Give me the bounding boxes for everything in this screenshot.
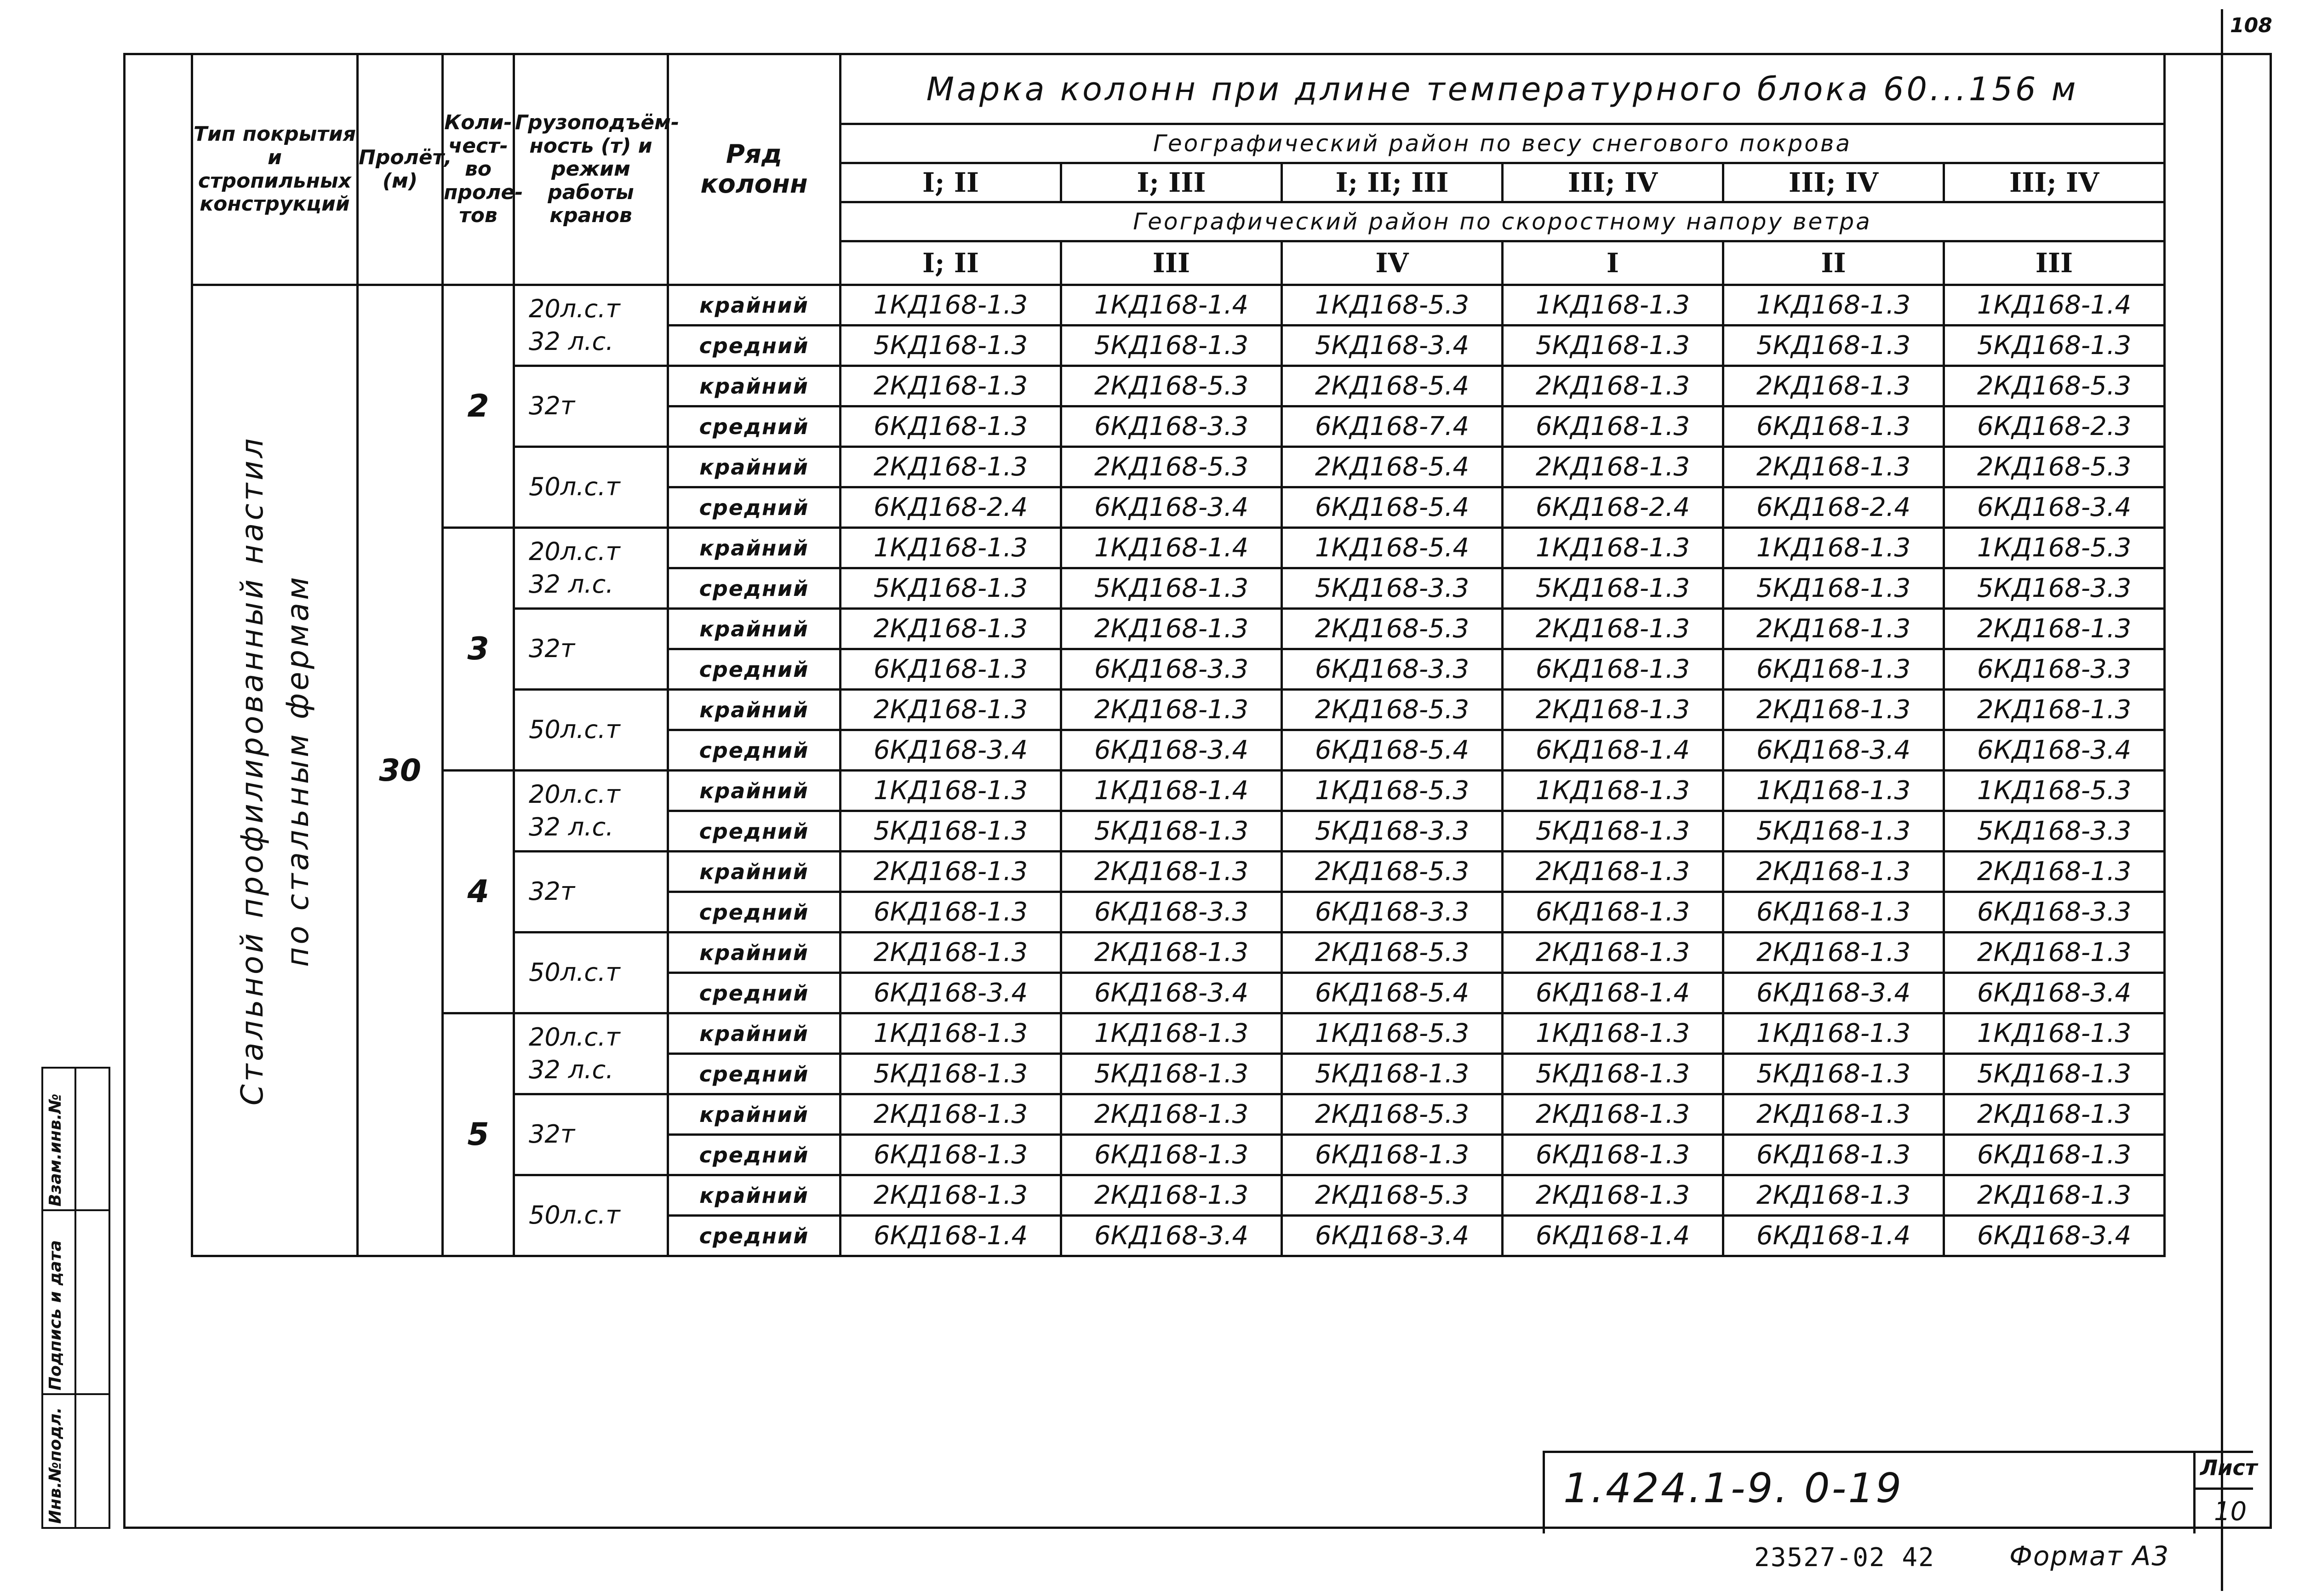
column-mark: 1КД168-1.4: [1061, 771, 1282, 811]
column-row-type: средний: [668, 973, 841, 1013]
column-mark: 2КД168-1.3: [1944, 932, 2165, 973]
column-mark: 2КД168-1.3: [841, 690, 1061, 730]
column-mark: 6КД168-5.4: [1282, 487, 1503, 528]
column-mark: 2КД168-1.3: [1944, 609, 2165, 649]
column-mark: 5КД168-1.3: [1503, 568, 1723, 609]
column-mark: 6КД168-3.4: [1944, 487, 2165, 528]
column-mark: 6КД168-3.4: [841, 973, 1061, 1013]
snow-district: III; IV: [1723, 163, 1944, 202]
crane-capacity: [514, 528, 668, 609]
column-mark: 5КД168-1.3: [1061, 1054, 1282, 1094]
type-cell: [192, 285, 358, 1256]
column-mark: 2КД168-1.3: [1723, 852, 1944, 892]
column-row-type: крайний: [668, 609, 841, 649]
column-mark: 6КД168-3.4: [1944, 730, 2165, 771]
column-mark: 5КД168-1.3: [1061, 326, 1282, 366]
column-mark: 2КД168-1.3: [1944, 690, 2165, 730]
column-mark: 5КД168-1.3: [841, 811, 1061, 852]
side-stamp-podpis: Подпись и дата: [46, 1240, 65, 1390]
column-mark: 6КД168-1.3: [841, 892, 1061, 932]
column-mark: 1КД168-1.3: [1723, 285, 1944, 326]
type-text-line1: Стальной профилированный настил: [234, 435, 270, 1105]
column-mark: 6КД168-3.3: [1944, 892, 2165, 932]
crane-capacity: [514, 366, 668, 447]
sheet-box-divider: [2193, 1487, 2253, 1490]
column-mark: 2КД168-5.3: [1061, 447, 1282, 487]
column-mark: 6КД168-3.3: [1944, 649, 2165, 690]
span-count: 2: [443, 285, 514, 528]
column-mark: 2КД168-1.3: [1061, 690, 1282, 730]
footer-format: Формат А3: [2009, 1540, 2170, 1572]
drawing-code: 1.424.1-9. 0-19: [1563, 1464, 1904, 1512]
column-mark: 6КД168-1.3: [1282, 1135, 1503, 1175]
crane-capacity: [514, 609, 668, 690]
type-text: [229, 435, 320, 1105]
type-text-line2: по стальным фермам: [280, 574, 315, 967]
crane-capacity: [514, 852, 668, 932]
column-mark: 2КД168-1.3: [1723, 1094, 1944, 1135]
column-mark: 2КД168-1.3: [1503, 609, 1723, 649]
column-mark: 2КД168-5.3: [1282, 932, 1503, 973]
table-row: [192, 285, 2165, 326]
column-mark: 5КД168-3.3: [1944, 568, 2165, 609]
span-value: 30: [358, 285, 443, 1256]
column-mark: 2КД168-1.3: [1061, 1094, 1282, 1135]
column-mark: 5КД168-1.3: [1503, 1054, 1723, 1094]
column-mark: 5КД168-3.3: [1944, 811, 2165, 852]
column-mark: 6КД168-1.4: [1503, 730, 1723, 771]
snow-district: I; III: [1061, 163, 1282, 202]
column-mark: 2КД168-1.3: [1503, 1094, 1723, 1135]
side-stamp-cell-vzam: [43, 1069, 109, 1211]
column-row-type: средний: [668, 730, 841, 771]
column-mark: 6КД168-3.4: [1061, 730, 1282, 771]
column-mark: 1КД168-5.3: [1944, 528, 2165, 568]
column-mark: 1КД168-5.3: [1282, 285, 1503, 326]
column-marks-table: [191, 53, 2166, 1257]
header-wind-text: Географический район по скоростному напору ветра: [1133, 208, 1872, 235]
column-mark: 5КД168-1.3: [1503, 326, 1723, 366]
column-row-type: крайний: [668, 690, 841, 730]
column-mark: 2КД168-1.3: [1061, 1175, 1282, 1216]
crane-capacity-line2: 32 л.с.: [529, 1055, 614, 1084]
column-mark: 1КД168-1.3: [1723, 1013, 1944, 1054]
snow-district: I; II: [841, 163, 1061, 202]
crane-capacity: [514, 690, 668, 771]
column-mark: 2КД168-5.4: [1282, 366, 1503, 406]
column-mark: 6КД168-2.4: [1503, 487, 1723, 528]
wind-district: II: [1723, 241, 1944, 285]
column-row-type: средний: [668, 892, 841, 932]
column-mark: 2КД168-1.3: [1503, 690, 1723, 730]
column-mark: 1КД168-5.3: [1282, 1013, 1503, 1054]
crane-capacity: [514, 447, 668, 528]
column-mark: 6КД168-3.4: [1723, 973, 1944, 1013]
column-mark: 6КД168-3.4: [1061, 1216, 1282, 1256]
column-mark: 2КД168-1.3: [1503, 1175, 1723, 1216]
snow-district: III; IV: [1503, 163, 1723, 202]
column-mark: 2КД168-1.3: [1723, 447, 1944, 487]
column-mark: 1КД168-1.3: [841, 771, 1061, 811]
table-row: [192, 771, 2165, 811]
column-mark: 1КД168-5.3: [1282, 771, 1503, 811]
column-row-type: крайний: [668, 528, 841, 568]
header-row: [668, 54, 841, 285]
wind-district: IV: [1282, 241, 1503, 285]
column-row-type: крайний: [668, 285, 841, 326]
column-row-type: средний: [668, 811, 841, 852]
wind-district: I: [1503, 241, 1723, 285]
column-mark: 6КД168-3.3: [1282, 649, 1503, 690]
column-mark: 2КД168-1.3: [1723, 609, 1944, 649]
column-mark: 2КД168-1.3: [1944, 852, 2165, 892]
column-mark: 1КД168-1.3: [1503, 1013, 1723, 1054]
column-mark: 6КД168-3.3: [1282, 892, 1503, 932]
page-number: 108: [2230, 14, 2272, 37]
column-mark: 1КД168-1.3: [1503, 285, 1723, 326]
column-mark: 5КД168-1.3: [1723, 811, 1944, 852]
right-margin-line: [2221, 9, 2223, 1591]
column-mark: 5КД168-1.3: [1723, 568, 1944, 609]
column-row-type: средний: [668, 1054, 841, 1094]
column-mark: 1КД168-1.4: [1061, 285, 1282, 326]
side-stamp-cell-inv: [43, 1395, 109, 1527]
column-mark: 2КД168-1.3: [841, 1094, 1061, 1135]
column-mark: 2КД168-5.3: [1944, 447, 2165, 487]
column-row-type: крайний: [668, 1013, 841, 1054]
column-mark: 2КД168-1.3: [1061, 609, 1282, 649]
side-stamp-vzam: Взам.инв.№: [46, 1093, 65, 1207]
column-mark: 2КД168-1.3: [1944, 1175, 2165, 1216]
side-stamp-cell-podpis: [43, 1211, 109, 1395]
crane-capacity-line1: 50л.с.т: [529, 472, 620, 502]
column-mark: 6КД168-1.3: [1503, 406, 1723, 447]
crane-capacity-line2: 32 л.с.: [529, 326, 614, 356]
crane-capacity-line1: 32т: [529, 634, 575, 664]
crane-capacity-line1: 50л.с.т: [529, 715, 620, 744]
column-mark: 6КД168-3.4: [1723, 730, 1944, 771]
column-mark: 6КД168-1.3: [1503, 892, 1723, 932]
span-count: 3: [443, 528, 514, 771]
column-row-type: средний: [668, 406, 841, 447]
column-mark: 2КД168-5.3: [1282, 690, 1503, 730]
sheet-label: Лист: [2200, 1455, 2258, 1480]
header-count-label: Коли- чест- во проле- тов: [444, 111, 523, 228]
column-row-type: средний: [668, 487, 841, 528]
crane-capacity-line1: 20л.с.т: [529, 294, 620, 324]
header-type-label: Тип покрытия и стропильных конструкций: [194, 122, 356, 216]
column-row-type: крайний: [668, 771, 841, 811]
column-mark: 2КД168-1.3: [1723, 1175, 1944, 1216]
column-mark: 2КД168-1.3: [1723, 690, 1944, 730]
column-mark: 5КД168-1.3: [1723, 326, 1944, 366]
crane-capacity-line2: 32 л.с.: [529, 569, 614, 599]
column-mark: 2КД168-1.3: [1061, 852, 1282, 892]
column-mark: 6КД168-3.4: [1061, 973, 1282, 1013]
span-count: 4: [443, 771, 514, 1013]
column-mark: 6КД168-3.4: [1944, 973, 2165, 1013]
column-mark: 5КД168-3.3: [1282, 568, 1503, 609]
column-mark: 5КД168-1.3: [1061, 811, 1282, 852]
column-mark: 6КД168-1.3: [1503, 1135, 1723, 1175]
column-mark: 2КД168-1.3: [841, 932, 1061, 973]
column-mark: 1КД168-5.3: [1944, 771, 2165, 811]
column-mark: 6КД168-1.3: [841, 649, 1061, 690]
column-mark: 2КД168-5.3: [1944, 366, 2165, 406]
column-mark: 1КД168-1.3: [1061, 1013, 1282, 1054]
snow-district: III; IV: [1944, 163, 2165, 202]
column-mark: 5КД168-1.3: [1061, 568, 1282, 609]
column-mark: 5КД168-1.3: [841, 1054, 1061, 1094]
column-mark: 1КД168-5.4: [1282, 528, 1503, 568]
crane-capacity-line1: 20л.с.т: [529, 1023, 620, 1052]
column-row-type: средний: [668, 1216, 841, 1256]
column-row-type: крайний: [668, 1094, 841, 1135]
column-mark: 5КД168-1.3: [841, 568, 1061, 609]
column-mark: 2КД168-5.3: [1282, 1094, 1503, 1135]
table-body: [192, 285, 2165, 1256]
column-mark: 6КД168-1.3: [841, 1135, 1061, 1175]
column-mark: 6КД168-1.3: [1503, 649, 1723, 690]
column-mark: 2КД168-1.3: [1503, 852, 1723, 892]
column-mark: 1КД168-1.3: [841, 285, 1061, 326]
crane-capacity: [514, 285, 668, 366]
column-mark: 2КД168-1.3: [1503, 447, 1723, 487]
column-mark: 6КД168-1.3: [1944, 1135, 2165, 1175]
column-mark: 6КД168-1.3: [1723, 1135, 1944, 1175]
crane-capacity: [514, 932, 668, 1013]
column-mark: 1КД168-1.3: [1503, 528, 1723, 568]
column-row-type: средний: [668, 326, 841, 366]
table-row: [192, 1013, 2165, 1054]
crane-capacity: [514, 1094, 668, 1175]
column-mark: 2КД168-1.3: [841, 366, 1061, 406]
header-capacity: [514, 54, 680, 285]
span-count: 5: [443, 1013, 514, 1256]
column-mark: 6КД168-3.3: [1061, 649, 1282, 690]
column-mark: 6КД168-7.4: [1282, 406, 1503, 447]
column-mark: 6КД168-3.3: [1061, 892, 1282, 932]
header-snow-text: Географический район по весу снегового покрова: [1153, 130, 1852, 157]
column-row-type: средний: [668, 568, 841, 609]
column-mark: 5КД168-1.3: [841, 326, 1061, 366]
column-mark: 5КД168-1.3: [1503, 811, 1723, 852]
column-mark: 6КД168-3.4: [1944, 1216, 2165, 1256]
column-mark: 6КД168-1.4: [1503, 1216, 1723, 1256]
column-mark: 2КД168-1.3: [1061, 932, 1282, 973]
column-mark: 5КД168-1.3: [1282, 1054, 1503, 1094]
column-row-type: средний: [668, 1135, 841, 1175]
column-mark: 6КД168-1.3: [841, 406, 1061, 447]
header-type: [192, 54, 358, 285]
column-mark: 2КД168-1.3: [841, 609, 1061, 649]
column-mark: 2КД168-5.3: [1282, 1175, 1503, 1216]
column-mark: 5КД168-3.3: [1282, 811, 1503, 852]
column-mark: 2КД168-1.3: [1723, 366, 1944, 406]
header-capacity-label: Грузоподъём- ность (т) и режим работы кранов: [515, 111, 680, 228]
column-mark: 1КД168-1.3: [1723, 528, 1944, 568]
column-mark: 5КД168-1.3: [1944, 1054, 2165, 1094]
column-mark: 2КД168-5.3: [1061, 366, 1282, 406]
header-span-label: Пролёт, (м): [359, 145, 452, 193]
column-mark: 2КД168-1.3: [841, 1175, 1061, 1216]
column-mark: 2КД168-1.3: [841, 447, 1061, 487]
column-mark: 1КД168-1.4: [1061, 528, 1282, 568]
crane-capacity-line1: 32т: [529, 1120, 575, 1149]
column-mark: 6КД168-3.4: [1061, 487, 1282, 528]
column-mark: 6КД168-5.4: [1282, 730, 1503, 771]
column-mark: 6КД168-2.4: [841, 487, 1061, 528]
column-mark: 2КД168-1.3: [1503, 932, 1723, 973]
header-title: [841, 54, 2165, 124]
crane-capacity: [514, 1175, 668, 1256]
column-mark: 6КД168-1.4: [1723, 1216, 1944, 1256]
column-mark: 5КД168-1.3: [1723, 1054, 1944, 1094]
column-row-type: крайний: [668, 852, 841, 892]
column-mark: 6КД168-1.3: [1723, 406, 1944, 447]
header-wind: [841, 202, 2165, 241]
crane-capacity-line2: 32 л.с.: [529, 812, 614, 841]
wind-district: I; II: [841, 241, 1061, 285]
crane-capacity-line1: 20л.с.т: [529, 780, 620, 809]
crane-capacity-line1: 32т: [529, 391, 575, 421]
column-row-type: крайний: [668, 932, 841, 973]
side-stamp: [41, 1067, 110, 1529]
column-mark: 6КД168-1.3: [1723, 649, 1944, 690]
column-mark: 2КД168-5.4: [1282, 447, 1503, 487]
footer-stamp: 23527-02 42: [1754, 1543, 1935, 1573]
crane-capacity-line1: 20л.с.т: [529, 537, 620, 566]
column-mark: 2КД168-1.3: [1944, 1094, 2165, 1135]
crane-capacity-line1: 32т: [529, 877, 575, 906]
column-mark: 2КД168-5.3: [1282, 609, 1503, 649]
column-mark: 6КД168-3.4: [841, 730, 1061, 771]
header-count: [443, 54, 523, 285]
column-mark: 1КД168-1.3: [841, 1013, 1061, 1054]
header-row-label: Ряд колонн: [700, 139, 808, 199]
column-mark: 2КД168-1.3: [1503, 366, 1723, 406]
column-mark: 6КД168-2.4: [1723, 487, 1944, 528]
header-title-text: Марка колонн при длине температурного блока 60...156 м: [926, 70, 2079, 108]
column-mark: 5КД168-3.4: [1282, 326, 1503, 366]
wind-district: III: [1944, 241, 2165, 285]
column-mark: 6КД168-1.4: [841, 1216, 1061, 1256]
column-row-type: средний: [668, 649, 841, 690]
column-mark: 2КД168-1.3: [1723, 932, 1944, 973]
sheet-number: 10: [2214, 1497, 2247, 1527]
table-row: [192, 528, 2165, 568]
column-row-type: крайний: [668, 1175, 841, 1216]
column-mark: 2КД168-5.3: [1282, 852, 1503, 892]
side-stamp-inv: Инв.№подл.: [46, 1407, 65, 1524]
column-mark: 1КД168-1.3: [1503, 771, 1723, 811]
column-mark: 1КД168-1.3: [841, 528, 1061, 568]
column-mark: 6КД168-2.3: [1944, 406, 2165, 447]
column-mark: 6КД168-1.4: [1503, 973, 1723, 1013]
column-mark: 1КД168-1.3: [1723, 771, 1944, 811]
column-mark: 5КД168-1.3: [1944, 326, 2165, 366]
column-mark: 6КД168-5.4: [1282, 973, 1503, 1013]
column-mark: 6КД168-1.3: [1723, 892, 1944, 932]
column-mark: 2КД168-1.3: [841, 852, 1061, 892]
wind-district: III: [1061, 241, 1282, 285]
column-mark: 6КД168-3.4: [1282, 1216, 1503, 1256]
column-row-type: крайний: [668, 447, 841, 487]
crane-capacity-line1: 50л.с.т: [529, 1201, 620, 1230]
crane-capacity: [514, 771, 668, 852]
column-row-type: крайний: [668, 366, 841, 406]
column-mark: 6КД168-3.3: [1061, 406, 1282, 447]
crane-capacity: [514, 1013, 668, 1094]
column-mark: 1КД168-1.4: [1944, 285, 2165, 326]
header-span: [358, 54, 452, 285]
crane-capacity-line1: 50л.с.т: [529, 958, 620, 987]
column-mark: 6КД168-1.3: [1061, 1135, 1282, 1175]
snow-district: I; II; III: [1282, 163, 1503, 202]
header-snow: [841, 124, 2165, 163]
column-mark: 1КД168-1.3: [1944, 1013, 2165, 1054]
